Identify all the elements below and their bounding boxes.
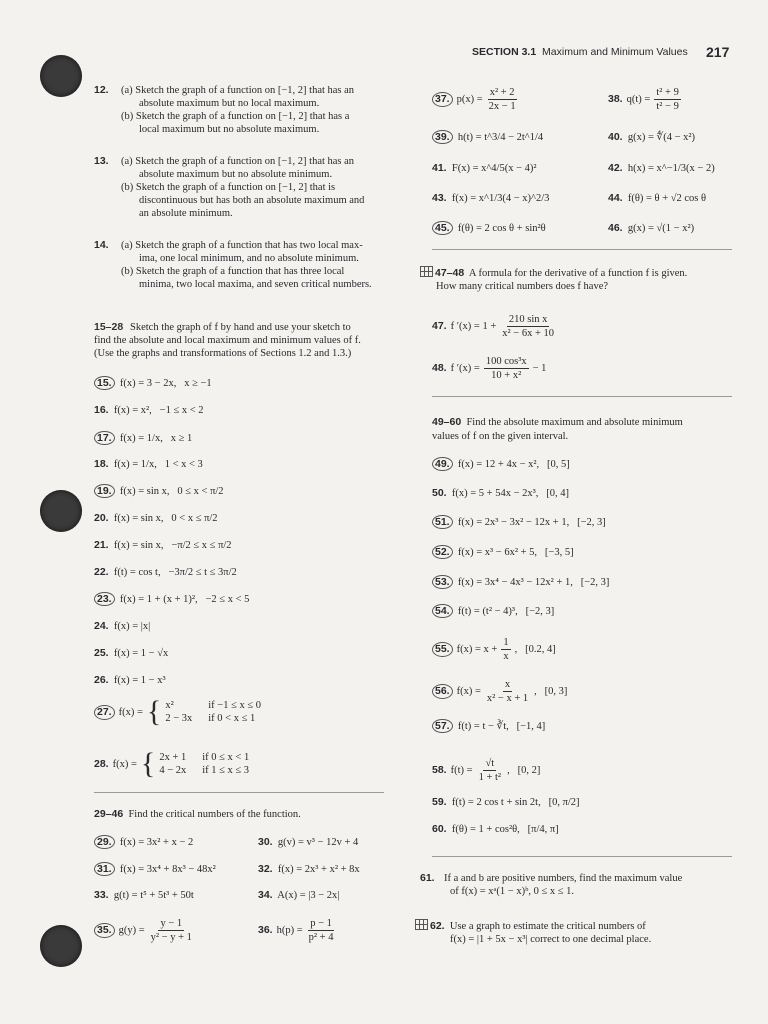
problem-text: f(x) = 2x³ + x² + 8x (272, 864, 360, 875)
problem-part-a-cont: ima, one local minimum, and no absolute minimum. (139, 253, 359, 264)
denominator: 10 + x² (491, 370, 522, 381)
problem-number: 13. (94, 155, 109, 167)
problem-number: 23. (94, 592, 115, 606)
problem-22 (94, 566, 237, 579)
problem-text: f(x) = 1 − x³ (108, 675, 166, 686)
problem-part-b-cont: an absolute minimum. (139, 208, 233, 219)
fraction (485, 678, 530, 705)
problem-number: 36. (258, 924, 273, 936)
instructions-text: A formula for the derivative of a function f is given. (464, 268, 688, 279)
problem-text: Use a graph to estimate the critical numbers of (444, 921, 646, 932)
problem-interval: − 1 (532, 363, 547, 374)
problem-38 (608, 86, 681, 113)
problem-42 (608, 162, 715, 175)
problem-18 (94, 458, 203, 471)
problem-number: 45. (432, 221, 453, 235)
problem-31 (94, 863, 216, 876)
denominator: p² + 4 (308, 932, 334, 943)
problem-text: f(x) = x³ − 6x² + 5, [−3, 5] (452, 547, 574, 558)
problem-15 (94, 377, 212, 390)
problem-number: 55. (432, 642, 453, 657)
problem-lhs: f ′(x) = 1 + (450, 321, 497, 332)
problem-text: f(θ) = 2 cos θ + sin²θ (452, 223, 546, 234)
problem-part-a-cont: absolute maximum but no absolute minimum. (139, 169, 333, 180)
problem-number: 15. (94, 376, 115, 390)
instructions (420, 266, 687, 280)
problem-number: 34. (258, 889, 273, 901)
numerator: x (504, 679, 511, 690)
denominator: x² − 6x + 10 (502, 328, 554, 339)
problem-part-a: (a) Sketch the graph of a function on [−1, 2] that has an (121, 85, 355, 96)
problem-part-a-cont: absolute maximum but no local maximum. (139, 98, 320, 109)
problem-17 (94, 432, 192, 445)
fraction (149, 917, 194, 944)
problem-text: f(x) = x², −1 ≤ x < 2 (108, 405, 204, 416)
problem-text: f(x) = 5 + 54x − 2x³, [0, 4] (446, 488, 570, 499)
case-expression: 2x + 1 (159, 752, 187, 763)
exercise-range: 29–46 (94, 808, 124, 820)
problem-46 (608, 222, 694, 235)
problem-interval: , [0, 3] (534, 686, 568, 697)
problem-29 (94, 836, 193, 849)
problem-number: 61. (420, 872, 435, 884)
problem-number: 28. (94, 757, 109, 770)
problem-number: 31. (94, 862, 115, 876)
problem-part-b-cont: local maximum but no absolute maximum. (139, 124, 320, 135)
problem-text: f(t) = (t² − 4)³, [−2, 3] (452, 606, 555, 617)
problem-39 (432, 131, 543, 144)
binder-hole-icon (40, 925, 82, 967)
problem-text: f(x) = sin x, 0 ≤ x < π/2 (114, 486, 224, 497)
problem-number: 38. (608, 93, 623, 105)
graphing-calculator-icon (415, 919, 428, 930)
problem-27 (94, 695, 261, 728)
problem-48 (432, 355, 546, 382)
section-title: Maximum and Minimum Values (542, 46, 688, 58)
instructions (94, 808, 301, 821)
problem-text: f(x) = 3x⁴ + 8x³ − 48x² (114, 864, 216, 875)
problem-55 (432, 636, 556, 663)
problem-number: 60. (432, 823, 447, 835)
problem-number: 41. (432, 162, 447, 174)
problem-text: f(t) = t − ∛t, [−1, 4] (452, 721, 546, 732)
exercise-range: 15–28 (94, 321, 124, 333)
problem-33 (94, 889, 194, 902)
problem-59 (432, 796, 580, 809)
problem-number: 20. (94, 512, 109, 524)
problem-text: f(x) = 1/x, x ≥ 1 (114, 433, 193, 444)
problem-56 (432, 678, 567, 705)
problem-60 (432, 823, 559, 836)
problem-number: 14. (94, 239, 109, 251)
denominator: t² − 9 (656, 101, 679, 112)
problem-text: of f(x) = xᵃ(1 − x)ᵇ, 0 ≤ x ≤ 1. (450, 886, 574, 897)
fraction (487, 86, 518, 113)
numerator: √t (485, 758, 495, 769)
problem-number: 30. (258, 836, 273, 848)
problem-37 (432, 86, 518, 113)
problem-lhs: f(t) = (450, 765, 473, 776)
problem-number: 40. (608, 131, 623, 143)
numerator: t² + 9 (656, 87, 679, 98)
problem-interval: , [0, 2] (507, 765, 541, 776)
problem-number: 32. (258, 863, 273, 875)
problem-text: f(x) = |x| (108, 621, 151, 632)
problem-44 (608, 192, 706, 205)
numerator: x² + 2 (489, 87, 515, 98)
problem-lhs: p(x) = (456, 94, 483, 105)
problem-number: 22. (94, 566, 109, 578)
problem-24 (94, 620, 150, 633)
problem-34 (258, 889, 339, 902)
problem-number: 21. (94, 539, 109, 551)
problem-53 (432, 576, 609, 589)
problem-part-b-cont: minima, two local maxima, and seven critical numbers. (139, 279, 372, 290)
problem-text: h(t) = t^3/4 − 2t^1/4 (452, 132, 544, 143)
problem-number: 53. (432, 575, 453, 589)
numerator: 210 sin x (508, 314, 548, 325)
problem-number: 43. (432, 192, 447, 204)
binder-hole-icon (40, 490, 82, 532)
problem-number: 35. (94, 923, 115, 938)
problem-part-a: (a) Sketch the graph of a function on [−1, 2] that has an (121, 156, 355, 167)
case-condition: if −1 ≤ x ≤ 0 (208, 700, 261, 711)
binder-hole-icon (40, 55, 82, 97)
instructions: values of f on the given interval. (432, 431, 569, 442)
problem-number: 24. (94, 620, 109, 632)
problem-52 (432, 546, 574, 559)
problem-text: f(x) = 1 + (x + 1)², −2 ≤ x < 5 (114, 594, 250, 605)
instructions: find the absolute and local maximum and minimum values of f. (94, 335, 361, 346)
problem-lhs: q(t) = (626, 94, 651, 105)
problem-number: 12. (94, 84, 109, 96)
problem-text: A(x) = |3 − 2x| (272, 890, 340, 901)
brace-icon: { (146, 695, 162, 728)
problem-lhs: g(y) = (118, 925, 145, 936)
problem-number: 52. (432, 545, 453, 559)
denominator: 2x − 1 (488, 101, 516, 112)
problem-text: f(x) = 3x⁴ − 4x³ − 12x² + 1, [−2, 3] (452, 577, 610, 588)
problem-45 (432, 222, 546, 235)
problem-text: f(x) = |1 + 5x − x³| correct to one decimal place. (450, 934, 652, 945)
denominator: y² − y + 1 (150, 932, 192, 943)
problem-text: h(x) = x^−1/3(x − 2) (622, 163, 715, 174)
problem-text: f(x) = 2x³ − 3x² − 12x + 1, [−2, 3] (452, 517, 606, 528)
exercise-range: 49–60 (432, 416, 462, 428)
problem-part-b: (b) Sketch the graph of a function on [−1, 2] that has a (121, 111, 350, 122)
numerator: 100 cos³x (485, 356, 527, 367)
brace-icon: { (140, 747, 156, 780)
problem-number: 62. (430, 920, 445, 932)
problem-part-b-cont: discontinuous but has both an absolute maximum and (139, 195, 365, 206)
problem-50 (432, 487, 569, 500)
problem-30 (258, 836, 358, 849)
problem-number: 59. (432, 796, 447, 808)
fraction (654, 86, 681, 113)
fraction (501, 636, 510, 663)
problem-number: 37. (432, 92, 453, 107)
problem-51 (432, 516, 606, 529)
problem-number: 33. (94, 889, 109, 901)
divider (432, 249, 732, 250)
problem-43 (432, 192, 549, 205)
problem-lhs: f(x) = (118, 706, 143, 718)
problem-lhs: f(x) = x + (456, 644, 498, 655)
problem-number: 50. (432, 487, 447, 499)
problem-54 (432, 605, 554, 618)
problem-16 (94, 404, 204, 417)
problem-62 (415, 919, 646, 933)
instructions (432, 416, 683, 429)
problem-part-a: (a) Sketch the graph of a function that has two local max- (121, 240, 363, 251)
problem-number: 17. (94, 431, 115, 445)
problem-26 (94, 674, 166, 687)
problem-number: 27. (94, 705, 115, 720)
problem-number: 16. (94, 404, 109, 416)
problem-49 (432, 458, 570, 471)
page-number: 217 (706, 44, 730, 60)
problem-number: 48. (432, 362, 447, 374)
problem-text: If a and b are positive numbers, find the maximum value (444, 873, 683, 884)
case-condition: if 1 ≤ x ≤ 3 (202, 765, 250, 776)
case-expression: x² (165, 700, 174, 711)
problem-number: 47. (432, 320, 447, 332)
problem-part-b: (b) Sketch the graph of a function on [−1, 2] that is (121, 182, 336, 193)
problem-text: f(x) = 1 − √x (108, 648, 169, 659)
problem-number: 56. (432, 684, 453, 699)
instructions-text: Find the critical numbers of the function. (123, 809, 301, 820)
fraction (484, 355, 529, 382)
problem-number: 54. (432, 604, 453, 618)
problem-part-b: (b) Sketch the graph of a function that has three local (121, 266, 345, 277)
problem-number: 19. (94, 484, 115, 498)
problem-number: 42. (608, 162, 623, 174)
problem-number: 49. (432, 457, 453, 471)
problem-text: f(x) = 3 − 2x, x ≥ −1 (114, 378, 212, 389)
instructions: Sketch the graph of f by hand and use your sketch to (130, 322, 351, 333)
problem-text: f(x) = 3x² + x − 2 (114, 837, 194, 848)
problem-number: 58. (432, 764, 447, 776)
problem-47 (432, 313, 556, 340)
problem-25 (94, 647, 168, 660)
problem-58 (432, 757, 540, 784)
exercise-range: 47–48 (435, 267, 465, 279)
problem-text: f(x) = 12 + 4x − x², [0, 5] (452, 459, 570, 470)
problem-number: 25. (94, 647, 109, 659)
numerator: p − 1 (310, 918, 332, 929)
graphing-calculator-icon (420, 266, 433, 277)
instructions: How many critical numbers does f have? (436, 281, 609, 292)
problem-40 (608, 131, 695, 144)
denominator: 1 + t² (478, 772, 502, 783)
problem-text: f(x) = 1/x, 1 < x < 3 (108, 459, 203, 470)
fraction (307, 917, 336, 944)
problem-text: f(x) = x^1/3(4 − x)^2/3 (446, 193, 550, 204)
problem-number: 18. (94, 458, 109, 470)
denominator: x² − x + 1 (486, 693, 529, 704)
problem-text: f(t) = cos t, −3π/2 ≤ t ≤ 3π/2 (108, 567, 237, 578)
problem-41 (432, 162, 537, 175)
problem-number: 57. (432, 719, 453, 733)
problem-text: f(x) = sin x, 0 < x ≤ π/2 (108, 513, 218, 524)
problem-text: g(t) = t⁵ + 5t³ + 50t (108, 890, 194, 901)
divider (94, 792, 384, 793)
case-expression: 4 − 2x (159, 765, 187, 776)
denominator: x (503, 651, 509, 662)
case-expression: 2 − 3x (165, 713, 193, 724)
problem-number: 29. (94, 835, 115, 849)
problem-number: 39. (432, 130, 453, 144)
problem-text: f(t) = 2 cos t + sin 2t, [0, π/2] (446, 797, 580, 808)
problem-text: f(θ) = θ + √2 cos θ (622, 193, 707, 204)
problem-text: g(v) = v³ − 12v + 4 (272, 837, 359, 848)
instructions: (Use the graphs and transformations of Sections 1.2 and 1.3.) (94, 348, 352, 359)
piecewise-cases (159, 751, 249, 777)
divider (432, 856, 732, 857)
piecewise-cases (165, 699, 261, 725)
problem-number: 51. (432, 515, 453, 529)
problem-23 (94, 593, 249, 606)
problem-interval: , [0.2, 4] (514, 644, 556, 655)
problem-text: f(x) = sin x, −π/2 ≤ x ≤ π/2 (108, 540, 232, 551)
problem-57 (432, 720, 545, 733)
problem-lhs: f(x) = (112, 758, 137, 770)
problem-lhs: h(p) = (276, 925, 303, 936)
numerator: 1 (503, 637, 509, 648)
problem-number: 46. (608, 222, 623, 234)
problem-35 (94, 917, 194, 944)
fraction (500, 313, 556, 340)
numerator: y − 1 (160, 918, 183, 929)
problem-text: F(x) = x^4/5(x − 4)² (446, 163, 537, 174)
divider (432, 396, 732, 397)
case-condition: if 0 ≤ x < 1 (202, 752, 250, 763)
problem-32 (258, 863, 360, 876)
problem-28 (94, 747, 250, 780)
instructions-text: Find the absolute maximum and absolute minimum (461, 417, 683, 428)
problem-text: g(x) = ∜(4 − x²) (622, 132, 696, 143)
fraction (477, 757, 504, 784)
problem-number: 26. (94, 674, 109, 686)
problem-number: 44. (608, 192, 623, 204)
problem-36 (258, 917, 335, 944)
problem-lhs: f ′(x) = (450, 363, 480, 374)
problem-text: f(θ) = 1 + cos²θ, [π/4, π] (446, 824, 559, 835)
problem-text: g(x) = √(1 − x²) (622, 223, 695, 234)
problem-21 (94, 539, 232, 552)
problem-20 (94, 512, 218, 525)
section-label: SECTION 3.1 Maximum and Minimum Values (472, 46, 688, 58)
case-condition: if 0 < x ≤ 1 (208, 713, 256, 724)
problem-19 (94, 485, 224, 498)
problem-lhs: f(x) = (456, 686, 481, 697)
